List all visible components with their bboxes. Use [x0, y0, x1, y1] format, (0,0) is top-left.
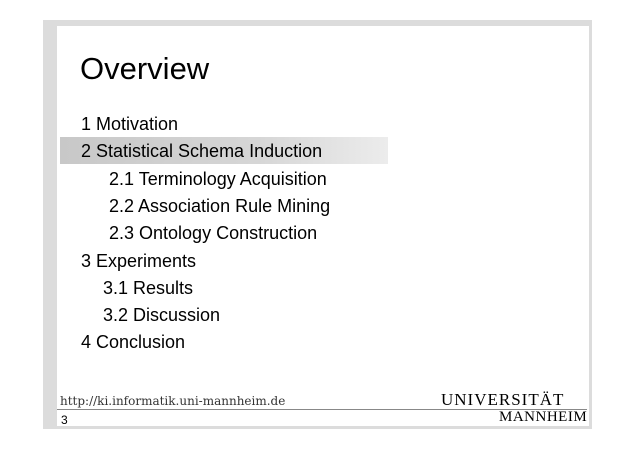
toc-item-ontology-construction: 2.3 Ontology Construction [109, 223, 318, 243]
toc-item-experiments: 3 Experiments [81, 251, 197, 271]
toc-item-terminology-acquisition: 2.1 Terminology Acquisition [109, 169, 327, 189]
toc-item-motivation: 1 Motivation [81, 114, 179, 134]
toc-item-association-rule-mining: 2.2 Association Rule Mining [109, 196, 331, 216]
page-number: 3 [61, 413, 68, 427]
footer-url: http://ki.informatik.uni-mannheim.de [60, 394, 286, 408]
logo-line-2: MANNHEIM [499, 409, 588, 425]
toc-item-statistical-schema-induction: 2 Statistical Schema Induction [81, 141, 323, 161]
toc-item-conclusion: 4 Conclusion [81, 332, 186, 352]
toc-item-discussion: 3.2 Discussion [103, 305, 221, 325]
toc-item-results: 3.1 Results [103, 278, 194, 298]
slide-title: Overview [80, 51, 210, 86]
logo-line-1: UNIVERSITÄT [441, 390, 565, 409]
